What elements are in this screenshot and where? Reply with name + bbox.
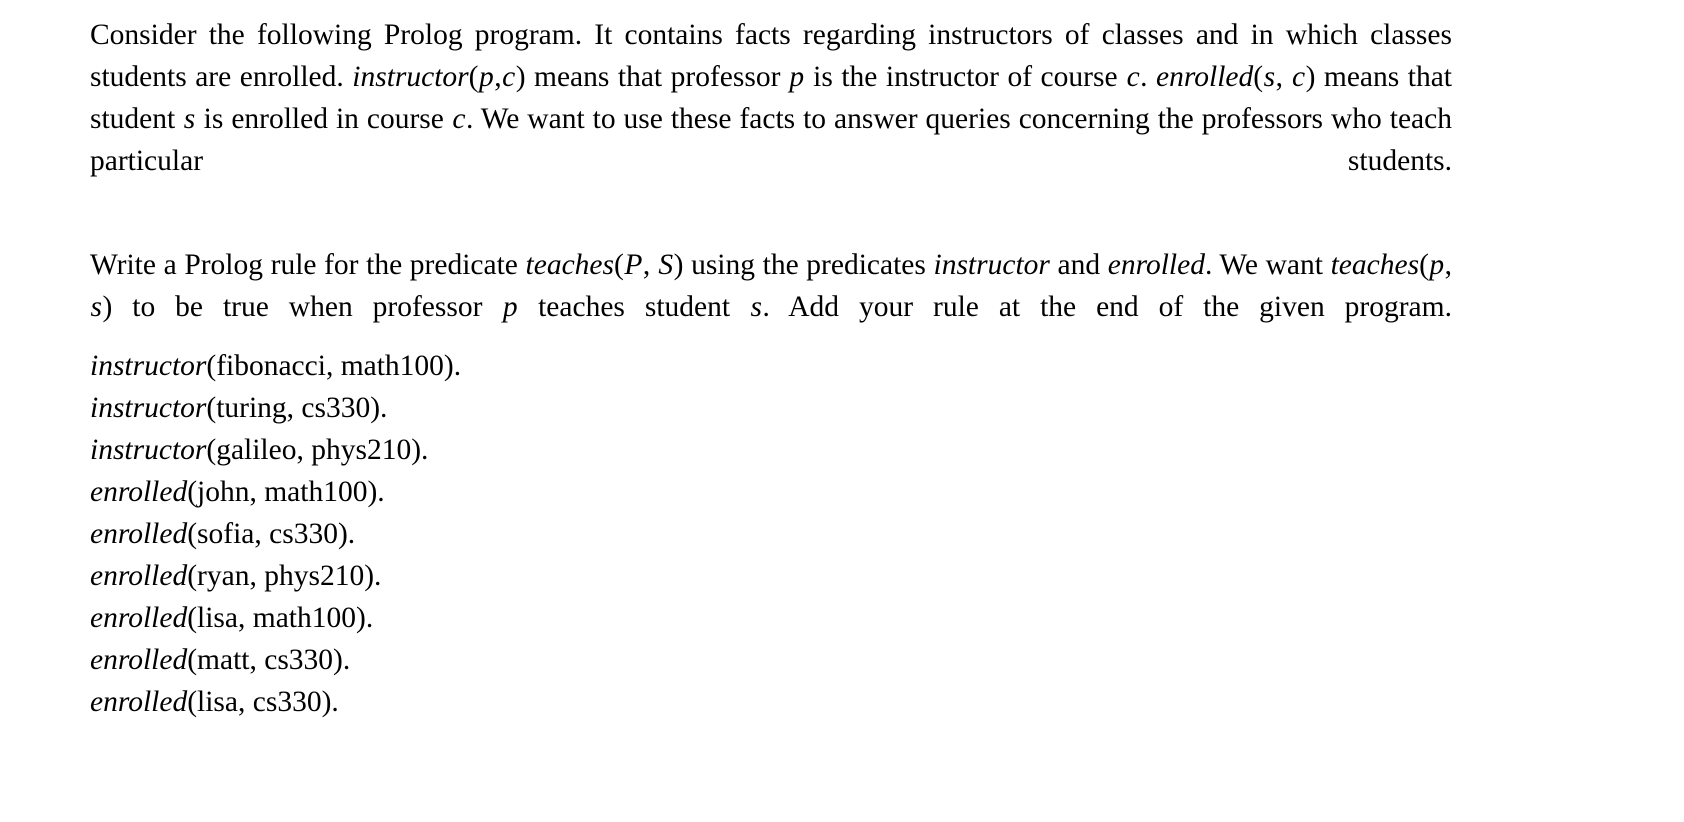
fact-arguments: (turing, cs330).: [206, 392, 388, 424]
fact-arguments: (fibonacci, math100).: [206, 350, 462, 382]
prolog-fact-line: [90, 471, 990, 513]
prose-text: teaches student: [518, 291, 751, 323]
fact-predicate: enrolled: [90, 560, 188, 592]
prolog-fact-line: [90, 597, 990, 639]
math-variable: S: [658, 249, 674, 281]
math-variable: s: [750, 291, 763, 323]
prose-text: ) means that professor: [515, 61, 789, 93]
prose-text: ,: [1275, 61, 1292, 93]
predicate-name: instructor: [933, 249, 1050, 281]
fact-predicate: enrolled: [90, 476, 188, 508]
fact-arguments: (ryan, phys210).: [187, 560, 382, 592]
prolog-fact-line: [90, 345, 990, 387]
prose-text: ) means that student: [90, 61, 1453, 135]
math-variable: c: [452, 103, 466, 135]
predicate-name: instructor: [352, 61, 469, 93]
prose-text: Consider the following Prolog program. It contains facts regarding instructors of classes and in which classes students are enrolled.: [90, 19, 1452, 93]
fact-arguments: (matt, cs330).: [187, 644, 351, 676]
prose-text: . We want: [1204, 249, 1331, 281]
prose-text: (: [1419, 249, 1429, 281]
prose-text: ) to be true when professor: [102, 291, 503, 323]
math-variable: p: [502, 291, 518, 323]
math-variable: P: [624, 249, 643, 281]
math-variable: c: [1291, 61, 1306, 93]
fact-predicate: instructor: [90, 392, 207, 424]
prose-text: is enrolled in course: [195, 103, 452, 135]
prose-text: ,: [494, 61, 502, 93]
predicate-name: teaches: [525, 249, 614, 281]
fact-predicate: enrolled: [90, 644, 188, 676]
fact-arguments: (sofia, cs330).: [187, 518, 356, 550]
math-variable: p: [789, 61, 805, 93]
math-variable: p: [478, 61, 494, 93]
prose-text: is the instructor of course: [804, 61, 1127, 93]
math-variable: s: [90, 291, 102, 323]
prose-text: (: [1253, 61, 1264, 93]
prose-text: Write a Prolog rule for the predicate: [90, 249, 526, 281]
prolog-fact-line: [90, 555, 990, 597]
prolog-fact-line: [90, 513, 990, 555]
fact-predicate: enrolled: [90, 518, 188, 550]
math-variable: p: [1429, 249, 1445, 281]
predicate-name: enrolled: [1107, 249, 1205, 281]
prose-text: .: [1140, 61, 1157, 93]
prolog-fact-line: [90, 639, 990, 681]
math-variable: s: [1263, 61, 1276, 93]
math-variable: c: [502, 61, 516, 93]
fact-predicate: instructor: [90, 434, 207, 466]
prose-text: and: [1049, 249, 1108, 281]
predicate-name: teaches: [1330, 249, 1420, 281]
prose-text: ) using the predicates: [673, 249, 934, 281]
math-variable: c: [1126, 61, 1140, 93]
fact-predicate: instructor: [90, 350, 207, 382]
prolog-fact-line: [90, 681, 990, 723]
prose-text: (: [468, 61, 479, 93]
fact-arguments: (lisa, cs330).: [187, 686, 339, 718]
prose-text: . Add your rule at the end of the given program.: [762, 291, 1452, 323]
paragraph-problem-statement: [90, 14, 1452, 224]
prose-text: ,: [642, 249, 658, 281]
fact-arguments: (galileo, phys210).: [206, 434, 429, 466]
prose-text: ,: [1444, 249, 1453, 281]
prose-block: [90, 14, 1452, 370]
prose-text: (: [614, 249, 624, 281]
math-variable: s: [183, 103, 196, 135]
fact-arguments: (lisa, math100).: [187, 602, 374, 634]
prolog-fact-line: [90, 429, 990, 471]
fact-arguments: (john, math100).: [187, 476, 385, 508]
fact-predicate: enrolled: [90, 686, 188, 718]
predicate-name: enrolled: [1156, 61, 1254, 93]
prose-text: . We want to use these facts to answer queries concerning the professors who teach particular students.: [90, 103, 1452, 177]
prolog-fact-line: [90, 387, 990, 429]
prolog-program-listing: [90, 345, 990, 723]
fact-predicate: enrolled: [90, 602, 188, 634]
